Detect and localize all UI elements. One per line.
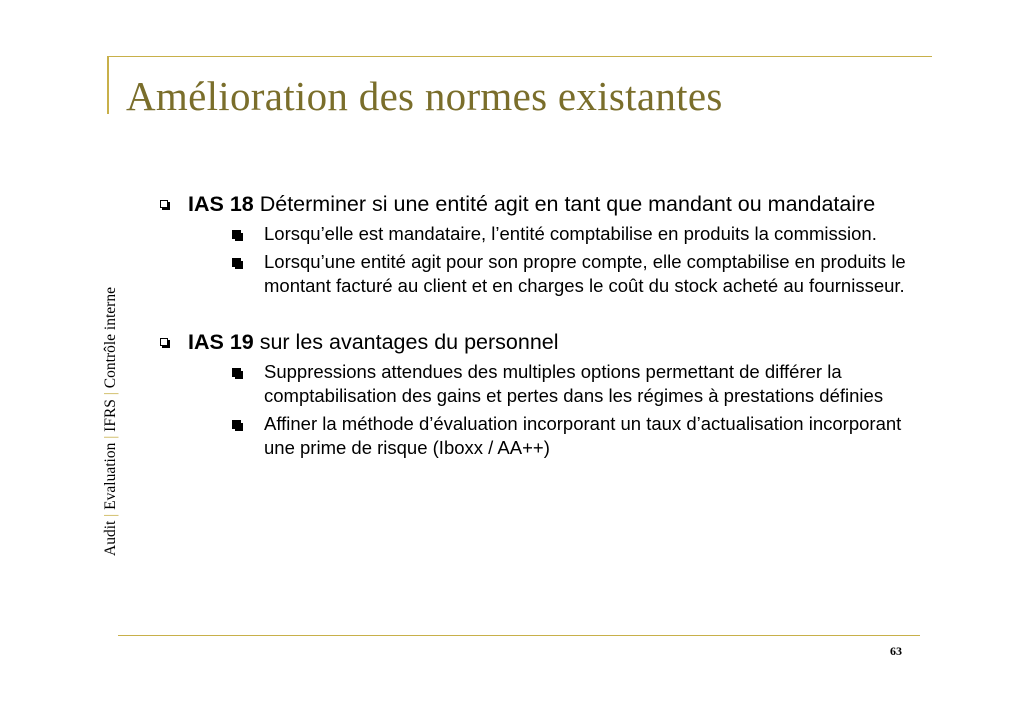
sidebar-separator: | [102, 392, 119, 396]
list-item [188, 360, 910, 409]
square-bullet-icon [232, 230, 241, 239]
sidebar-separator: | [102, 513, 119, 517]
sidebar-controle-interne: Contrôle interne [102, 287, 119, 389]
list-item [188, 250, 910, 299]
slide-title: Amélioration des normes existantes [126, 73, 723, 119]
section-ias19 [150, 328, 910, 461]
sidebar-evaluation: Evaluation [102, 442, 119, 510]
sub-list [188, 360, 910, 461]
title-left-rule [107, 56, 109, 114]
sidebar-audit: Audit [102, 520, 119, 556]
list-item [188, 222, 910, 247]
list-item [188, 412, 910, 461]
section-code: IAS 19 [188, 329, 254, 354]
page-number: 63 [890, 644, 902, 658]
square-bullet-icon [232, 368, 241, 377]
checkbox-bullet-icon [160, 200, 168, 208]
top-rule [107, 56, 932, 57]
section-heading: Déterminer si une entité agit en tant que mandant ou mandataire [253, 192, 876, 216]
sidebar-separator: | [102, 435, 119, 439]
slide-content [150, 190, 910, 461]
square-bullet-icon [232, 258, 241, 267]
sub-list [188, 222, 910, 299]
section-heading: sur les avantages du personnel [253, 329, 559, 354]
bottom-rule [118, 635, 920, 636]
sidebar-ifrs: IFRS [102, 399, 119, 432]
list-item-text: Lorsqu’une entité agit pour son propre compte, elle comptabilise en produits le montant facturé au client et en charges le coût du stock acheté au fournisseur. [264, 250, 906, 296]
section-ias18 [150, 190, 910, 299]
list-item-text: Lorsqu’elle est mandataire, l’entité comptabilise en produits la commission. [264, 223, 877, 244]
checkbox-bullet-icon [160, 338, 168, 346]
list-item-text: Suppressions attendues des multiples options permettant de différer la comptabilisation des gains et pertes dans les régimes à prestations définies [264, 360, 884, 406]
section-code: IAS 18 [188, 192, 254, 216]
list-item-text: Affiner la méthode d’évaluation incorporant un taux d’actualisation incorporant une prime de risque (Iboxx / AA++) [264, 412, 902, 458]
sidebar-caption [102, 236, 124, 556]
square-bullet-icon [232, 420, 241, 429]
